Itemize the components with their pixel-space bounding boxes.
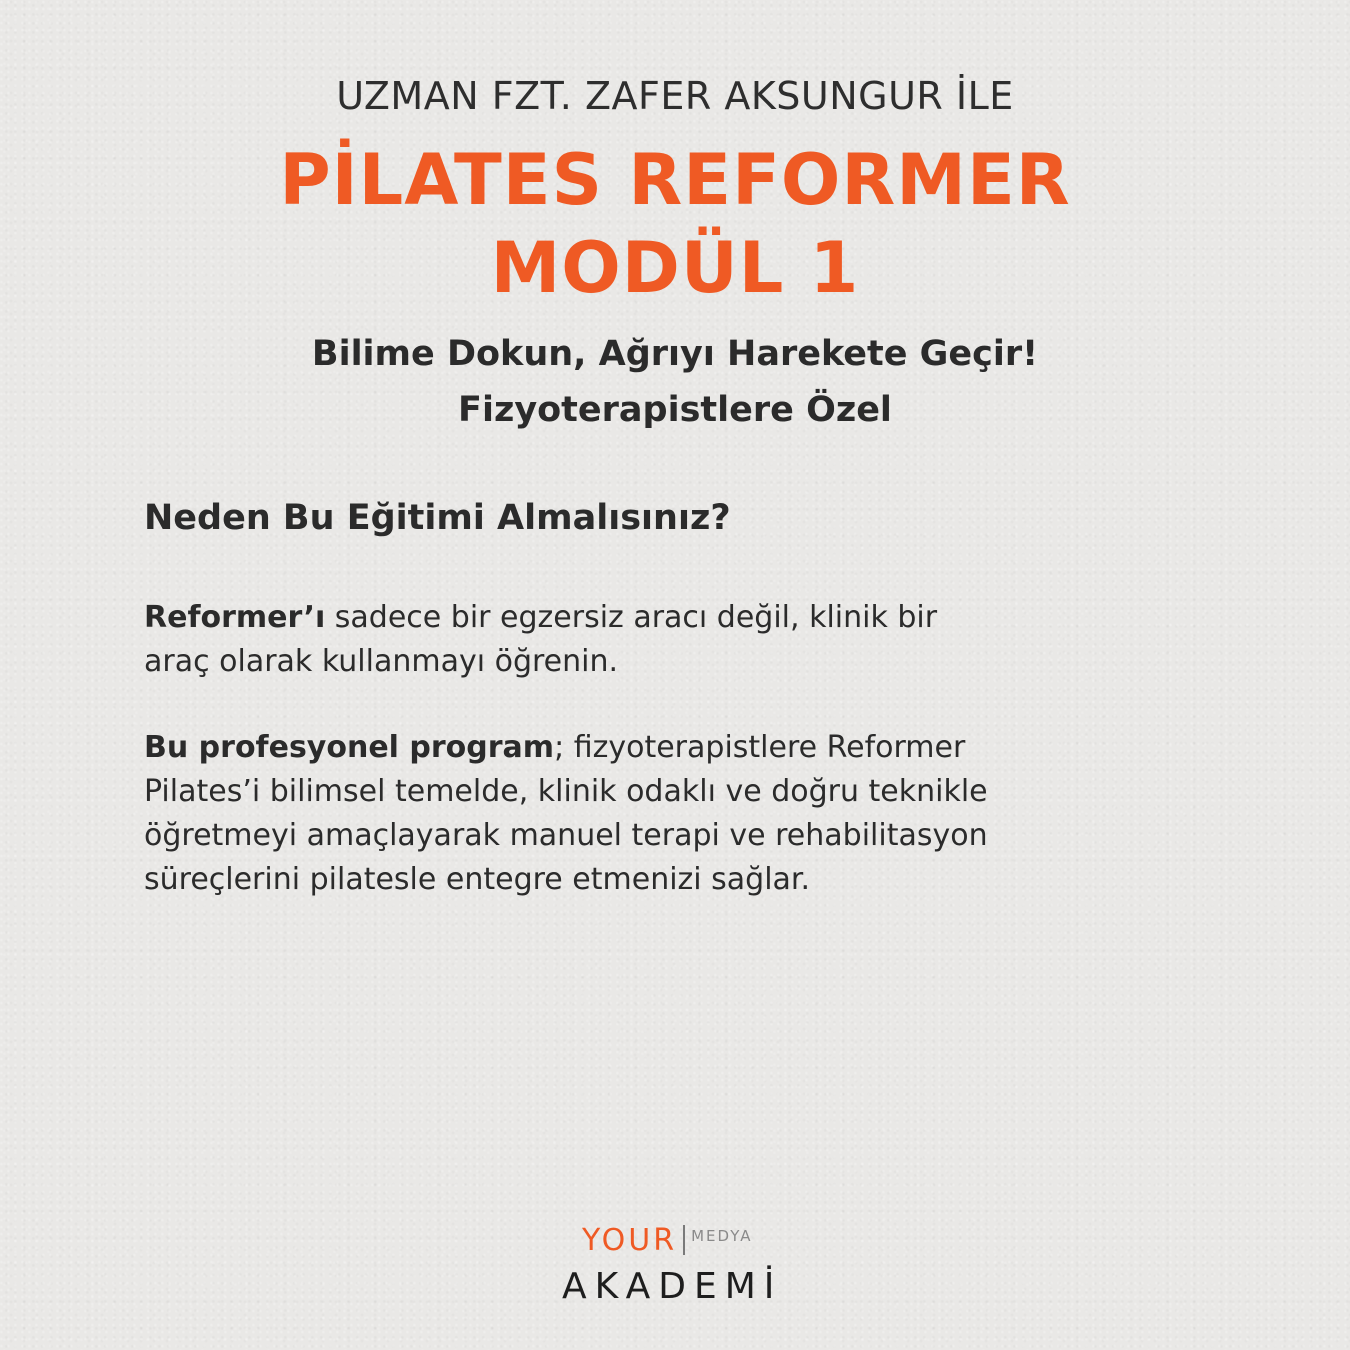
logo-your-text: YOUR [582, 1222, 678, 1258]
paragraph-2-line-1-text: ; fizyoterapistlere Reformer [554, 730, 966, 765]
paragraph-1-bold: Reformer’ı [144, 600, 326, 635]
paragraph-1 [144, 596, 1164, 684]
paragraph-2-bold: Bu profesyonel program [144, 730, 555, 765]
paragraph-2 [144, 726, 1164, 902]
paragraph-1-line-1 [144, 596, 1164, 640]
logo-divider [683, 1225, 685, 1255]
kicker-text: UZMAN FZT. ZAFER AKSUNGUR İLE [336, 74, 1014, 118]
subtitle-line-1: Bilime Dokun, Ağrıyı Harekete Geçir! [311, 334, 1039, 374]
logo-medya-text: MEDYA [691, 1227, 753, 1245]
brand-logo [560, 1222, 800, 1312]
paragraph-2-line-4: süreçlerini pilatesle entegre etmenizi sağlar. [144, 862, 811, 897]
section-heading: Neden Bu Eğitimi Almalısınız? [144, 498, 731, 538]
title-line-1: PİLATES REFORMER [279, 139, 1071, 221]
paragraph-2-line-1 [144, 726, 1164, 770]
paragraph-2-line-2: Pilates’i bilimsel temelde, klinik odaklı ve doğru teknikle [144, 774, 988, 809]
logo-top-row [582, 1222, 753, 1258]
paragraph-2-line-3: öğretmeyi amaçlayarak manuel terapi ve rehabilitasyon [144, 818, 988, 853]
title-line-2: MODÜL 1 [490, 227, 860, 309]
paragraph-1-line-1-text: sadece bir egzersiz aracı değil, klinik bir [325, 600, 938, 635]
logo-akademi-text: AKADEMİ [562, 1266, 783, 1307]
paragraph-1-line-2: araç olarak kullanmayı öğrenin. [144, 644, 619, 679]
subtitle-line-2: Fizyoterapistlere Özel [458, 390, 892, 430]
